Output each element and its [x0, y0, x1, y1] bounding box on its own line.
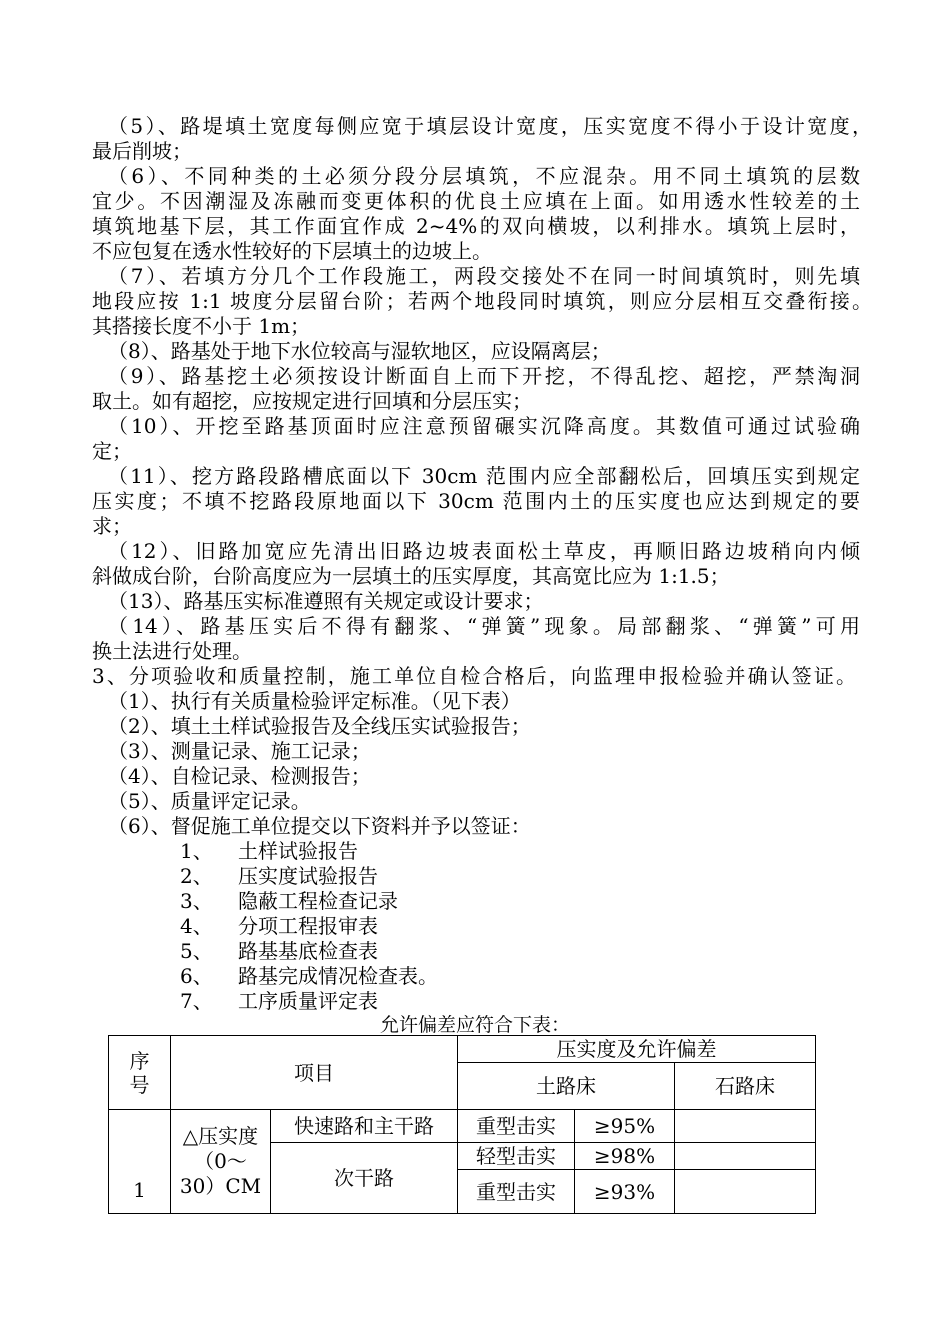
table-caption: 允许偏差应符合下表： — [379, 1014, 570, 1036]
row-item: △压实度（0～30）CM — [171, 1110, 271, 1214]
tolerance-table — [108, 1035, 816, 1214]
paragraph-line: （1）、执行有关质量检验评定标准。（见下表） — [108, 689, 521, 713]
list-item-text: 压实度试验报告 — [238, 864, 378, 888]
road-class: 次干路 — [271, 1143, 458, 1214]
list-item — [180, 964, 950, 989]
stone-value — [675, 1143, 816, 1170]
road-class: 快速路和主干路 — [271, 1110, 458, 1143]
paragraph-line: 填筑地基下层，其工作面宜作成 2~4%的双向横坡，以利排水。填筑上层时， — [92, 214, 860, 238]
paragraph-line: （10）、开挖至路基顶面时应注意预留碾实沉降高度。其数值可通过试验确 — [108, 414, 860, 438]
list-item-number: 3、 — [180, 889, 213, 913]
paragraph-line: 求； — [92, 514, 132, 538]
list-item-number: 1、 — [180, 839, 213, 863]
header-stone-subgrade: 石路床 — [675, 1063, 816, 1110]
paragraph-line: 斜做成台阶，台阶高度应为一层填土的压实厚度，其高宽比应为 1:1.5； — [92, 564, 730, 588]
section-heading: 3、分项验收和质量控制，施工单位自检合格后，向监理申报检验并确认签证。 — [92, 664, 856, 688]
list-item-text: 隐蔽工程检查记录 — [238, 889, 398, 913]
paragraph-line: （5）、路堤填土宽度每侧应宽于填层设计宽度，压实宽度不得小于设计宽度， — [108, 114, 872, 138]
compaction-value: ≥98% — [575, 1143, 675, 1170]
list-item — [180, 939, 950, 964]
paragraph-line: 定； — [92, 439, 132, 463]
paragraph-line: （2）、填土土样试验报告及全线压实试验报告； — [108, 714, 531, 738]
list-item-text: 工序质量评定表 — [238, 989, 378, 1013]
list-item — [180, 989, 950, 1014]
list-item-text: 路基完成情况检查表。 — [238, 964, 438, 988]
list-item-number: 6、 — [180, 964, 213, 988]
paragraph-line: （9）、路基挖土必须按设计断面自上而下开挖，不得乱挖、超挖，严禁淘洞 — [108, 364, 860, 388]
test-method: 重型击实 — [458, 1110, 575, 1143]
paragraph-line: 取土。如有超挖，应按规定进行回填和分层压实； — [92, 389, 532, 413]
paragraph-line: （12）、旧路加宽应先清出旧路边坡表面松土草皮，再顺旧路边坡稍向内倾 — [108, 539, 860, 563]
header-compaction-group: 压实度及允许偏差 — [458, 1036, 816, 1063]
compaction-value: ≥95% — [575, 1110, 675, 1143]
list-item — [180, 839, 950, 864]
paragraph-line: （11）、挖方路段路槽底面以下 30cm 范围内应全部翻松后，回填压实到规定 — [108, 464, 860, 488]
paragraph-line: 宜少。不因潮湿及冻融而变更体积的优良土应填在上面。如用透水性较差的土 — [92, 189, 860, 213]
test-method: 轻型击实 — [458, 1143, 575, 1170]
compaction-value: ≥93% — [575, 1170, 675, 1214]
header-soil-subgrade: 土路床 — [458, 1063, 675, 1110]
paragraph-line: （3）、测量记录、施工记录； — [108, 739, 371, 763]
paragraph-line: （6）、不同种类的土必须分段分层填筑，不应混杂。用不同土填筑的层数 — [108, 164, 860, 188]
paragraph-line: （8）、路基处于地下水位较高与湿软地区，应设隔离层； — [108, 339, 611, 363]
row-seq: 1 — [109, 1110, 171, 1214]
paragraph-line: 压实度；不填不挖路段原地面以下 30cm 范围内土的压实度也应达到规定的要 — [92, 489, 860, 513]
list-item-number: 4、 — [180, 914, 213, 938]
list-item-number: 7、 — [180, 989, 213, 1013]
paragraph-line: （13）、路基压实标准遵照有关规定或设计要求； — [108, 589, 544, 613]
paragraph-line: 其搭接长度不小于 1m； — [92, 314, 311, 338]
list-item — [180, 864, 950, 889]
paragraph-line: （5）、质量评定记录。 — [108, 789, 311, 813]
paragraph-line: （6）、督促施工单位提交以下资料并予以签证： — [108, 814, 531, 838]
list-item-number: 2、 — [180, 864, 213, 888]
list-item — [180, 914, 950, 939]
paragraph-line: （7）、若填方分几个工作段施工，两段交接处不在同一时间填筑时，则先填 — [108, 264, 860, 288]
paragraph-line: 地段应按 1:1 坡度分层留台阶；若两个地段同时填筑，则应分层相互交叠衔接。 — [92, 289, 872, 313]
stone-value — [675, 1110, 816, 1143]
test-method: 重型击实 — [458, 1170, 575, 1214]
header-seq: 序号 — [109, 1036, 171, 1110]
header-item: 项目 — [171, 1036, 458, 1110]
stone-value — [675, 1170, 816, 1214]
paragraph-line: 最后削坡； — [92, 139, 192, 163]
list-item-number: 5、 — [180, 939, 213, 963]
list-item — [180, 889, 950, 914]
paragraph-line: （14）、路基压实后不得有翻浆、“弹簧”现象。局部翻浆、“弹簧”可用 — [108, 614, 860, 638]
paragraph-line: 不应包复在透水性较好的下层填土的边坡上。 — [92, 239, 492, 263]
paragraph-line: （4）、自检记录、检测报告； — [108, 764, 371, 788]
list-item-text: 土样试验报告 — [238, 839, 358, 863]
list-item-text: 分项工程报审表 — [238, 914, 378, 938]
list-item-text: 路基基底检查表 — [238, 939, 378, 963]
paragraph-line: 换土法进行处理。 — [92, 639, 252, 663]
